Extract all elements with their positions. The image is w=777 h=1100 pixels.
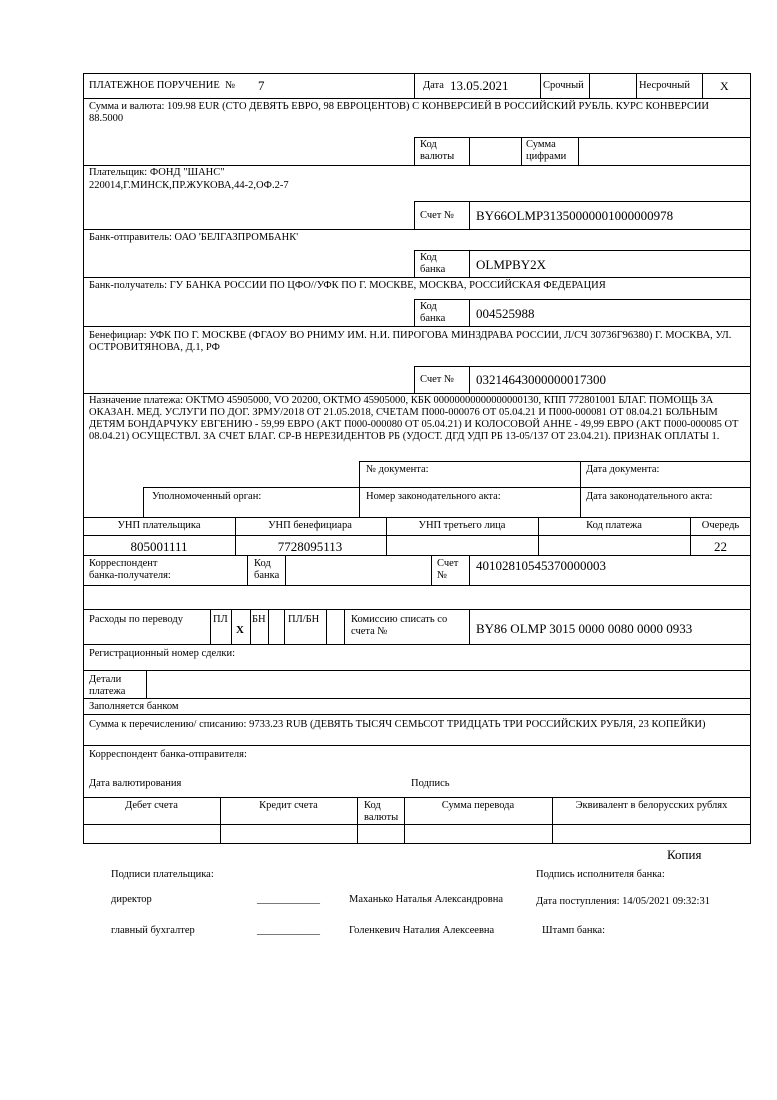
payer-signatures-label: Подписи плательщика: bbox=[111, 869, 214, 880]
form-title bbox=[89, 80, 235, 92]
receiver-bank: Банк-получатель: ГУ БАНКА РОССИИ ПО ЦФО//УФК ПО Г. МОСКВЕ, МОСКВА, РОССИЙСКАЯ ФЕДЕРАЦИЯ bbox=[89, 280, 606, 291]
director-name: Маханько Наталья Александровна bbox=[349, 894, 504, 905]
order-number: 7 bbox=[258, 78, 265, 93]
beneficiary: Бенефициар: УФК ПО Г. МОСКВЕ (ФГАОУ ВО РНИМУ ИМ. Н.И. ПИРОГОВА МИНЗДРАВА РОССИИ, Л/СЧ 30736Г96380) Г. МОСКВА, УЛ. ОСТРОВИТЯНОВА, Д.1, РФ bbox=[89, 330, 732, 353]
copy-label: Копия bbox=[667, 847, 702, 862]
payer-account: BY66OLMP31350000001000000978 bbox=[476, 208, 674, 223]
commission-account: BY86 OLMP 3015 0000 0080 0000 0933 bbox=[476, 621, 693, 636]
sender-correspondent-label: Корреспондент банка-отправителя: bbox=[89, 749, 247, 760]
bank-stamp-label: Штамп банка: bbox=[542, 925, 605, 936]
authority-label: Уполномоченный орган: bbox=[152, 491, 262, 502]
registration-label: Регистрационный номер сделки: bbox=[89, 648, 235, 659]
form-title-text: ПЛАТЕЖНОЕ ПОРУЧЕНИЕ bbox=[89, 80, 220, 91]
accountant-signature-line: ____________ bbox=[257, 925, 320, 936]
unp-payer: 805001111 bbox=[130, 539, 188, 554]
accountant-label: главный бухгалтер bbox=[111, 925, 195, 936]
accountant-name: Голенкевич Наталия Алексеевна bbox=[349, 925, 495, 936]
currency-code-label: Код валюты bbox=[420, 139, 455, 162]
unp-beneficiary: 7728095113 bbox=[277, 539, 343, 554]
beneficiary-account: 03214643000000017300 bbox=[476, 372, 606, 387]
beneficiary-account-label: Счет № bbox=[420, 374, 455, 385]
sender-bank-code: OLMPBY2X bbox=[476, 257, 547, 272]
equivalent-label: Эквивалент в белорусских рублях bbox=[575, 800, 728, 811]
director-label: директор bbox=[111, 894, 152, 905]
fee-bn-label: БН bbox=[252, 614, 266, 625]
director-signature-line: ____________ bbox=[257, 894, 320, 905]
unp-third-label: УНП третьего лица bbox=[418, 520, 506, 531]
sender-bank: Банк-отправитель: ОАО 'БЕЛГАЗПРОМБАНК' bbox=[89, 232, 299, 243]
payment-purpose: Назначение платежа: OKTMO 45905000, VO 20200, ОКТМО 45905000, КБК 00000000000000000130, КПП 772801001 БЛАГ. ПОМОЩЬ ЗА ОКАЗАН. МЕД. УСЛУГИ ПО ДОГ. ЗРМУ/2018 ОТ 21.05.2018, СЧЕТАМ П000-000076 ОТ 05.04.21 И П000-000081 ОТ 08.04.21 БОЛЬНЫМ ДЕТЯМ БОНДАРЧУКУ ЕВГЕНИЮ - 59,99 ЕВРО (АКТ П000-000080 ОТ 05.04.21) И КОЛОСОВОЙ АННЕ - 49,99 ЕВРО (АКТ П000-000085 ОТ 08.04.21) ОСУЩЕСТВЛ. ЗА СЧЕТ БЛАГ. СР-В НЕРЕЗИДЕНТОВ РБ (УДОСТ. ДГД УДП РБ 13-05/137 ОТ 23.04.21). ПРИЗНАК ОПЛАТЫ 1. bbox=[89, 395, 739, 442]
payer-name: Плательщик: ФОНД "ШАНС" bbox=[89, 167, 225, 178]
bank-fill-label: Заполняется банком bbox=[89, 701, 179, 712]
fee-pl-mark: X bbox=[236, 624, 244, 636]
doc-date-label: Дата документа: bbox=[586, 464, 660, 475]
value-date-label: Дата валютирования bbox=[89, 778, 182, 789]
commission-label: Комиссию списать со счета № bbox=[351, 614, 448, 637]
details-label: Детали платежа bbox=[89, 674, 126, 697]
fees-label: Расходы по переводу bbox=[89, 614, 183, 625]
act-date-label: Дата законодательного акта: bbox=[586, 491, 713, 502]
received-date: Дата поступления: 14/05/2021 09:32:31 bbox=[536, 896, 710, 907]
debit-label: Дебет счета bbox=[125, 800, 178, 811]
unp-payer-label: УНП плательщика bbox=[117, 520, 201, 531]
receiver-bank-code-label: Код банка bbox=[420, 301, 446, 324]
amount-text: Сумма и валюта: 109.98 EUR (СТО ДЕВЯТЬ ЕВРО, 98 ЕВРОЦЕНТОВ) С КОНВЕРСИЕЙ В РОССИЙСКИЙ РУБЛЬ. КУРС КОНВЕРСИИ 88.5000 bbox=[89, 101, 710, 124]
receiver-bank-code: 004525988 bbox=[476, 306, 535, 321]
sender-bank-code-label: Код банка bbox=[420, 252, 446, 275]
sum-digits-label: Сумма цифрами bbox=[526, 139, 567, 162]
credit-label: Кредит счета bbox=[259, 800, 318, 811]
payment-code-label: Код платежа bbox=[586, 520, 642, 531]
order-date: 13.05.2021 bbox=[450, 78, 509, 93]
executor-signature-label: Подпись исполнителя банка: bbox=[536, 869, 665, 880]
correspondent-account: 40102810545370000003 bbox=[476, 558, 606, 573]
queue: 22 bbox=[714, 539, 727, 554]
transfer-sum-label: Сумма перевода bbox=[441, 800, 515, 811]
fee-plbn-label: ПЛ/БН bbox=[288, 614, 320, 625]
correspondent-code-label: Код банка bbox=[254, 558, 280, 581]
non-urgent-label: Несрочный bbox=[639, 80, 690, 91]
correspondent-account-label: Счет № bbox=[437, 558, 459, 581]
correspondent-label: Корреспондент банка-получателя: bbox=[89, 558, 171, 581]
signature-label: Подпись bbox=[411, 778, 450, 789]
act-number-label: Номер законодательного акта: bbox=[366, 491, 501, 502]
payer-address: 220014,Г.МИНСК,ПР.ЖУКОВА,44-2,ОФ.2-7 bbox=[89, 180, 289, 191]
payer-account-label: Счет № bbox=[420, 210, 455, 221]
fee-pl-label: ПЛ bbox=[213, 614, 228, 625]
unp-beneficiary-label: УНП бенефициара bbox=[268, 520, 352, 531]
number-label: № bbox=[225, 80, 236, 91]
cur-code-label: Код валюты bbox=[364, 800, 399, 823]
non-urgent-mark: X bbox=[720, 79, 729, 93]
doc-number-label: № документа: bbox=[366, 464, 429, 475]
urgent-label: Срочный bbox=[543, 80, 584, 91]
queue-label: Очередь bbox=[701, 520, 740, 531]
transfer-sum: Сумма к перечислению/ списанию: 9733.23 RUB (ДЕВЯТЬ ТЫСЯЧ СЕМЬСОТ ТРИДЦАТЬ ТРИ РОССИЙСКИХ РУБЛЯ, 23 КОПЕЙКИ) bbox=[89, 719, 706, 730]
date-label: Дата bbox=[423, 80, 444, 91]
